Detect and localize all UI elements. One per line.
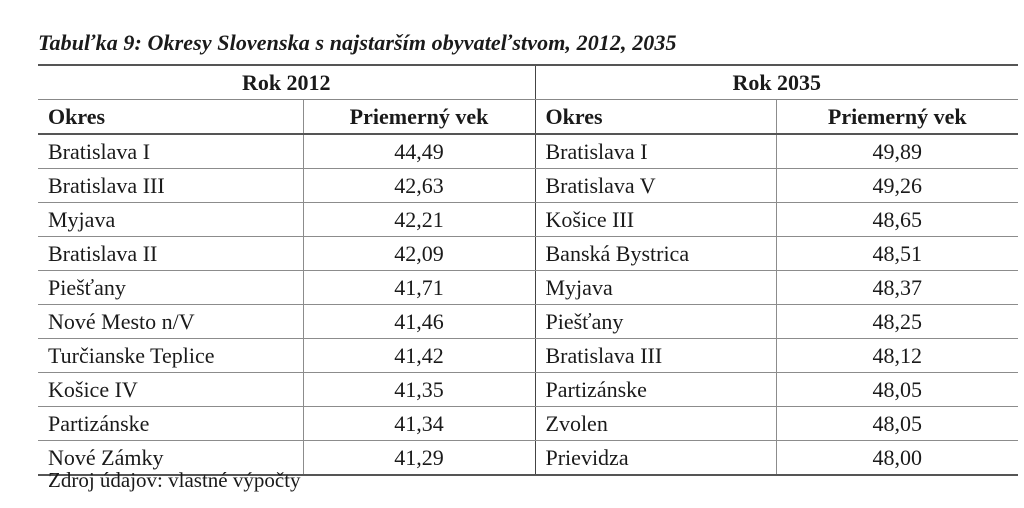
age-2035: 48,37: [776, 271, 1018, 305]
district-2035: Myjava: [535, 271, 776, 305]
district-2012: Košice IV: [38, 373, 303, 407]
age-2012: 41,46: [303, 305, 535, 339]
age-2012: 41,42: [303, 339, 535, 373]
table-row: [38, 169, 1018, 203]
table-row: [38, 407, 1018, 441]
table-row: [38, 237, 1018, 271]
age-2035: 48,25: [776, 305, 1018, 339]
age-2035: 48,51: [776, 237, 1018, 271]
table-row: [38, 305, 1018, 339]
district-2012: Bratislava II: [38, 237, 303, 271]
column-header-district-2035: Okres: [535, 100, 776, 135]
age-2012: 42,63: [303, 169, 535, 203]
age-2012: 41,35: [303, 373, 535, 407]
age-2035: 49,26: [776, 169, 1018, 203]
district-2035: Bratislava I: [535, 134, 776, 169]
group-header-row: [38, 65, 1018, 100]
district-2035: Partizánske: [535, 373, 776, 407]
group-header-2035: Rok 2035: [535, 65, 1018, 100]
district-2035: Piešťany: [535, 305, 776, 339]
table-row: [38, 134, 1018, 169]
age-2012: 42,09: [303, 237, 535, 271]
table-row: [38, 203, 1018, 237]
district-2035: Bratislava V: [535, 169, 776, 203]
group-header-2012: Rok 2012: [38, 65, 535, 100]
age-2012: 41,71: [303, 271, 535, 305]
district-2012: Partizánske: [38, 407, 303, 441]
age-2035: 48,05: [776, 407, 1018, 441]
table-row: [38, 339, 1018, 373]
table-caption: Tabuľka 9: Okresy Slovenska s najstarším obyvateľstvom, 2012, 2035: [38, 30, 677, 55]
column-header-row: [38, 100, 1018, 135]
districts-table: [38, 64, 1018, 476]
district-2012: Bratislava I: [38, 134, 303, 169]
table-row: [38, 271, 1018, 305]
district-2012: Piešťany: [38, 271, 303, 305]
district-2035: Bratislava III: [535, 339, 776, 373]
age-2035: 48,05: [776, 373, 1018, 407]
district-2035: Prievidza: [535, 441, 776, 476]
age-2012: 44,49: [303, 134, 535, 169]
column-header-age-2035: Priemerný vek: [776, 100, 1018, 135]
source-note: Zdroj údajov: vlastné výpočty: [48, 468, 301, 492]
district-2012: Myjava: [38, 203, 303, 237]
district-2035: Banská Bystrica: [535, 237, 776, 271]
district-2035: Košice III: [535, 203, 776, 237]
age-2035: 48,00: [776, 441, 1018, 476]
age-2012: 42,21: [303, 203, 535, 237]
table-row: [38, 373, 1018, 407]
age-2012: 41,29: [303, 441, 535, 476]
column-header-district-2012: Okres: [38, 100, 303, 135]
age-2035: 49,89: [776, 134, 1018, 169]
district-2012: Bratislava III: [38, 169, 303, 203]
age-2012: 41,34: [303, 407, 535, 441]
district-2012: Turčianske Teplice: [38, 339, 303, 373]
district-2012: Nové Mesto n/V: [38, 305, 303, 339]
district-2012: Nové Zámky: [38, 441, 303, 476]
age-2035: 48,12: [776, 339, 1018, 373]
column-header-age-2012: Priemerný vek: [303, 100, 535, 135]
district-2035: Zvolen: [535, 407, 776, 441]
age-2035: 48,65: [776, 203, 1018, 237]
